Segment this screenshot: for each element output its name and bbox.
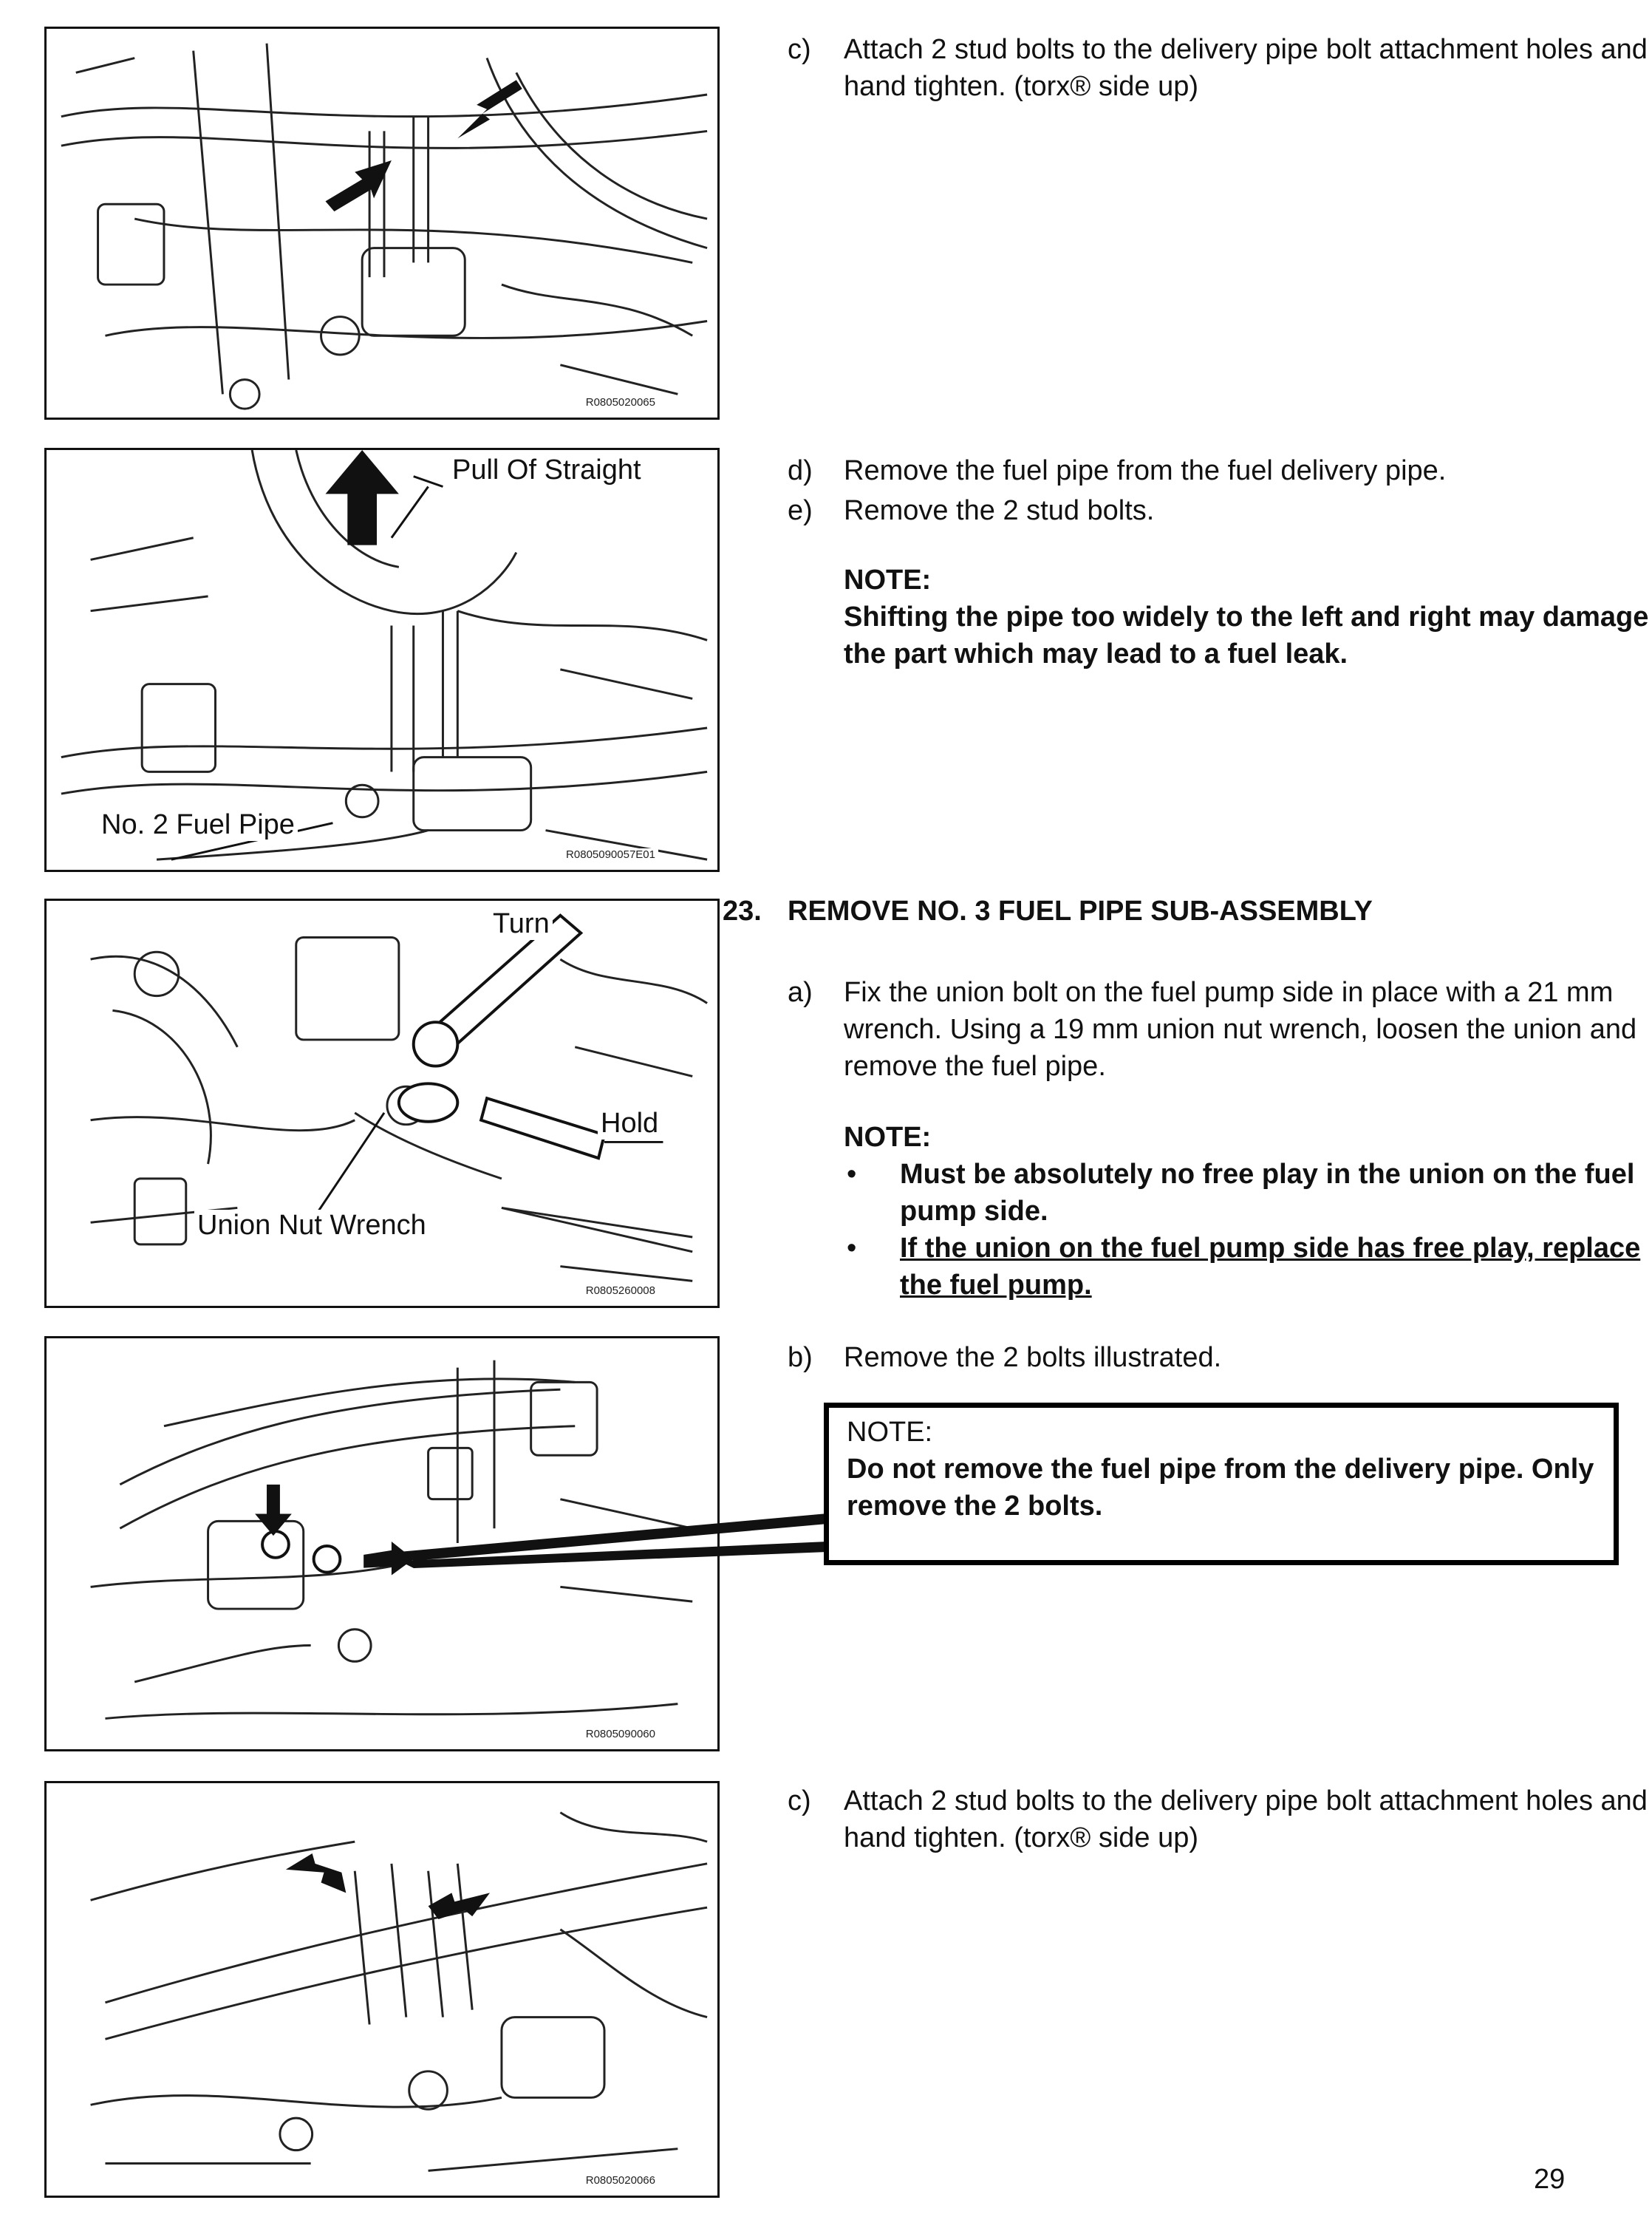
- engine-illustration: [47, 1783, 717, 2196]
- figure-3: [44, 899, 720, 1308]
- figure-code: R0805260008: [583, 1284, 658, 1297]
- step-d: [788, 452, 1652, 489]
- step-text: Attach 2 stud bolts to the delivery pipe bolt attachment holes and hand tighten. (torx® side up): [844, 34, 1648, 102]
- step-text: Remove the fuel pipe from the fuel delivery pipe.: [844, 455, 1447, 486]
- step-text: Attach 2 stud bolts to the delivery pipe bolt attachment holes and hand tighten. (torx® side up): [844, 1785, 1648, 1853]
- step-letter: c): [788, 34, 811, 65]
- engine-illustration: [47, 450, 717, 870]
- figure-code: R0805020065: [583, 396, 658, 409]
- callout-pull-of-straight: Pull Of Straight: [449, 454, 644, 486]
- section-title: REMOVE NO. 3 FUEL PIPE SUB-ASSEMBLY: [788, 896, 1373, 927]
- step-a: [788, 974, 1652, 1085]
- engine-illustration: [47, 1338, 717, 1749]
- step-letter: a): [788, 977, 813, 1008]
- callout-turn: Turn: [490, 908, 553, 940]
- step-e-note: [788, 562, 1652, 672]
- step-c-first: [788, 31, 1652, 105]
- step-b: [788, 1339, 1652, 1376]
- figure-4: [44, 1336, 720, 1751]
- step-text: Remove the 2 stud bolts.: [844, 495, 1155, 526]
- figure-code: R0805020066: [583, 2174, 658, 2187]
- note-title: NOTE:: [847, 1417, 933, 1448]
- step-e: [788, 492, 1652, 529]
- note-title: NOTE:: [844, 565, 932, 596]
- bullet-dot: •: [847, 1233, 857, 1264]
- step-text: Fix the union bolt on the fuel pump side in place with a 21 mm wrench. Using a 19 mm union nut wrench, loosen the union and remove the fuel pipe.: [844, 977, 1637, 1082]
- step-text: Remove the 2 bolts illustrated.: [844, 1342, 1222, 1373]
- section-heading: [723, 896, 1373, 927]
- step-letter: b): [788, 1342, 813, 1373]
- note-text: Shifting the pipe too widely to the left and right may damage the part which may lead to a fuel leak.: [844, 602, 1649, 670]
- page-number: 29: [1534, 2164, 1566, 2195]
- figure-code: R0805090057E01: [563, 848, 658, 861]
- figure-5: [44, 1781, 720, 2198]
- bullet-text: If the union on the fuel pump side has free play, replace the fuel pump.: [900, 1233, 1641, 1301]
- callout-no-2-fuel-pipe: No. 2 Fuel Pipe: [98, 809, 298, 841]
- note-title: NOTE:: [844, 1122, 932, 1153]
- engine-illustration: [47, 29, 717, 418]
- engine-illustration: [47, 901, 717, 1306]
- figure-1: [44, 27, 720, 420]
- bullet-text: Must be absolutely no free play in the union on the fuel pump side.: [900, 1159, 1635, 1227]
- step-letter: e): [788, 495, 813, 526]
- figure-code: R0805090060: [583, 1728, 658, 1740]
- callout-hold: Hold: [598, 1108, 661, 1140]
- note-box: [824, 1403, 1619, 1565]
- bullet-dot: •: [847, 1159, 857, 1190]
- note-text: Do not remove the fuel pipe from the delivery pipe. Only remove the 2 bolts.: [847, 1454, 1594, 1522]
- step-letter: d): [788, 455, 813, 486]
- note-bullets: [844, 1156, 1652, 1304]
- step-c-second: [788, 1782, 1652, 1856]
- callout-union-nut-wrench: Union Nut Wrench: [194, 1210, 429, 1242]
- note-bullet: [844, 1230, 1652, 1304]
- step-letter: c): [788, 1785, 811, 1816]
- note-bullet: [844, 1156, 1652, 1230]
- section-number: 23.: [723, 896, 762, 927]
- figure-2: [44, 448, 720, 872]
- step-a-note: [788, 1119, 1652, 1304]
